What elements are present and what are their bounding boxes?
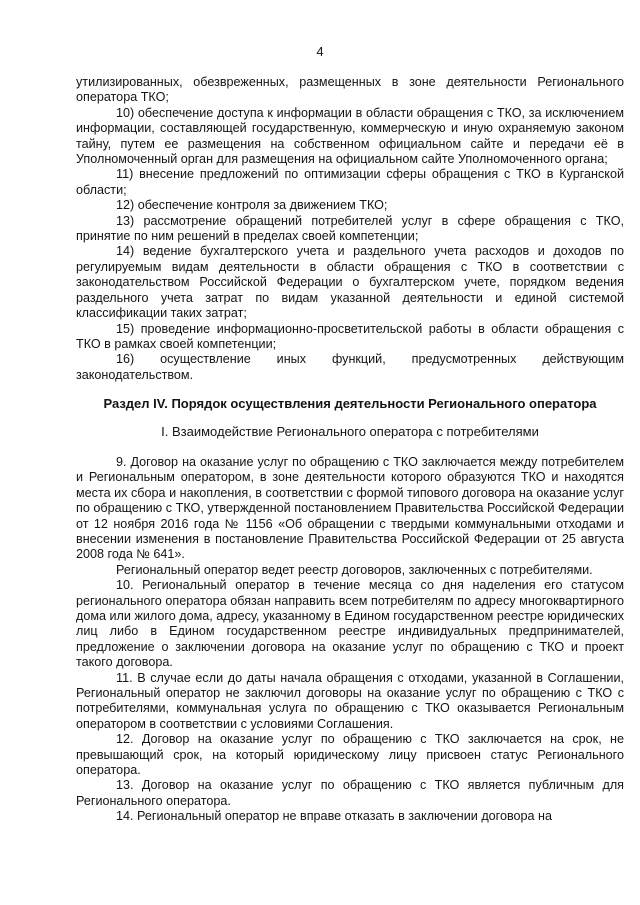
paragraph-14: 14. Региональный оператор не вправе отказать в заключении договора на	[116, 809, 553, 824]
list-item-14: 14) ведение бухгалтерского учета и раздельного учета расходов и доходов по регулируемым видам деятельности в области обращения с ТКО в соответствии с законодательством Российской Федерации о бухгалтерском учете, порядком ведения раздельного учета затрат по видам указанной деятельности и единой системой классификации таких затрат;	[76, 244, 624, 321]
list-item-15: 15) проведение информационно-просветительской работы в области обращения с ТКО в рамках своей компетенции;	[76, 321, 624, 351]
page-number: 4	[316, 44, 324, 59]
paragraph-11: 11. В случае если до даты начала обращения с отходами, указанной в Соглашении, Региональный оператор не заключил договоры на оказание услуг по обращению с ТКО с потребителями, коммунальная услуга по обращению с ТКО оказывается Региональным оператором в соответствии с условиями Соглашения.	[76, 670, 624, 731]
list-item-10: 10) обеспечение доступа к информации в области обращения с ТКО, за исключением информации, составляющей государственную, коммерческую и иную охраняемую законом тайну, путем ее размещения на собственном официальном сайте и передачи её в Уполномоченный орган для размещения на официальном сайте Уполномоченного органа;	[76, 105, 624, 167]
list-item-16: 16) осуществление иных функций, предусмотренных действующим законодательством.	[76, 352, 624, 382]
paragraph-10: 10. Региональный оператор в течение месяца со дня наделения его статусом регионального оператора обязан направить всем потребителям по адресу многоквартирного дома или жилого дома, адресу, указанному в Едином государственном реестре юридических лиц либо в Едином государственном реестре индивидуальных предпринимателей, предложение о заключении договора на оказание услуг по обращению с ТКО и проект такого договора.	[76, 578, 624, 670]
section-title: Раздел IV. Порядок осуществления деятельности Регионального оператора	[103, 396, 597, 412]
document-body	[76, 75, 624, 825]
intro-paragraph: утилизированных, обезвреженных, размещенных в зоне деятельности Регионального оператора ТКО;	[76, 75, 624, 105]
subsection-title: I. Взаимодействие Регионального оператора с потребителями	[161, 423, 539, 439]
paragraph-9: 9. Договор на оказание услуг по обращению с ТКО заключается между потребителем и Региональным оператором, в зоне деятельности которого образуются ТКО и находятся места их сбора и накопления, в соответствии с формой типового договора на оказание услуг по обращению с ТКО, утвержденной постановлением Правительства Российской Федерации от 12 ноября 2016 года № 1156 «Об обращении с твердыми коммунальными отходами и внесении изменения в постановление Правительства Российской Федерации от 25 августа 2008 года № 641».	[76, 454, 624, 562]
paragraph-12: 12. Договор на оказание услуг по обращению с ТКО заключается на срок, не превышающий срок, на который юридическому лицу присвоен статус Регионального оператора.	[76, 732, 624, 778]
paragraph-registry: Региональный оператор ведет реестр договоров, заключенных с потребителями.	[116, 562, 593, 577]
list-item-11: 11) внесение предложений по оптимизации сферы обращения с ТКО в Курганской области;	[76, 167, 624, 197]
paragraph-13: 13. Договор на оказание услуг по обращению с ТКО является публичным для Регионального оператора.	[76, 778, 624, 808]
list-item-13: 13) рассмотрение обращений потребителей услуг в сфере обращения с ТКО, принятие по ним решений в пределах своей компетенции;	[76, 213, 624, 244]
list-item-12: 12) обеспечение контроля за движением ТКО;	[116, 198, 388, 213]
